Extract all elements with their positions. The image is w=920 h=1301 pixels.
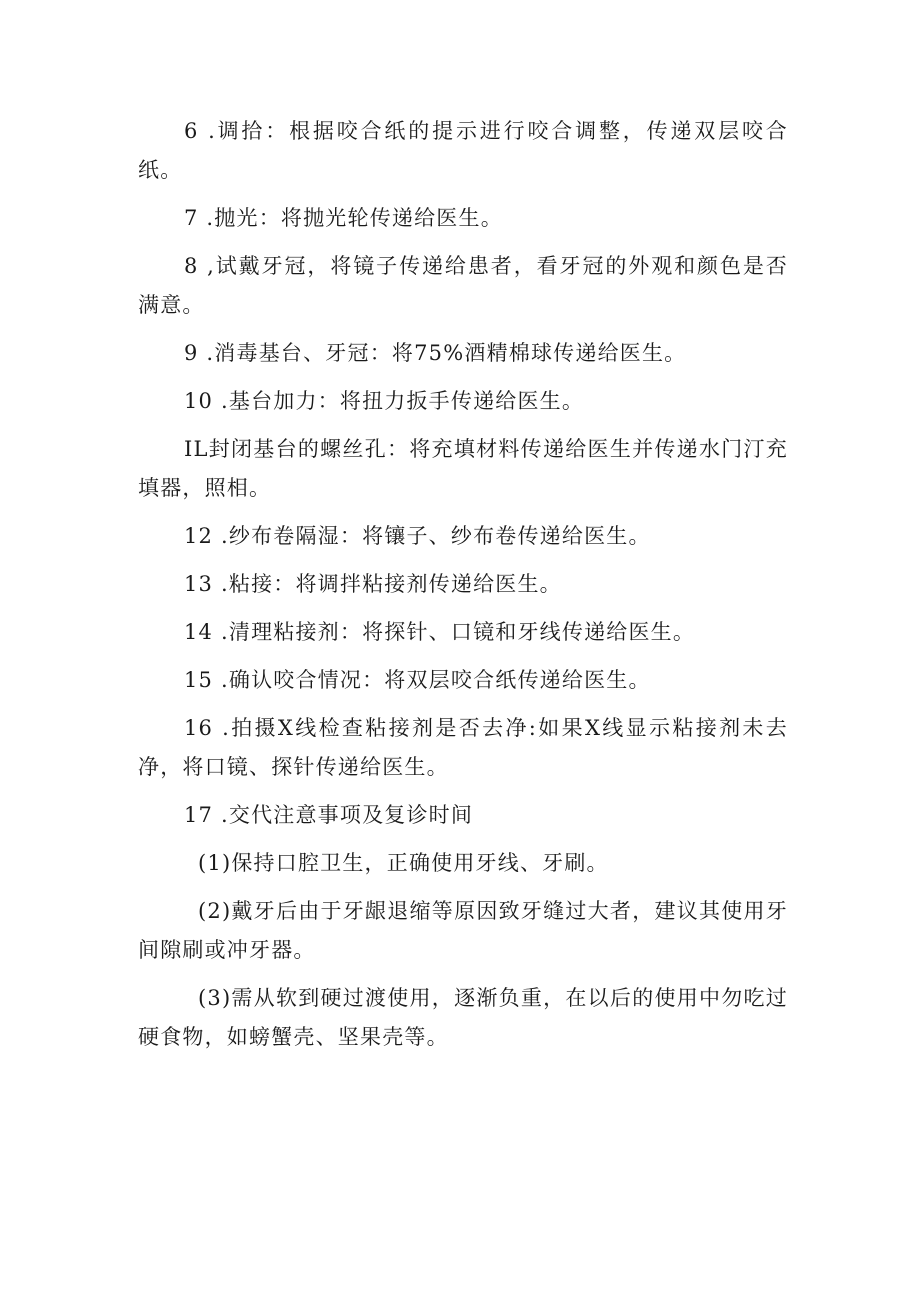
paragraph-step-10: 10 .基台加力：将扭力扳手传递给医生。 (184, 389, 585, 413)
paragraph-step-11: IL封闭基台的螺丝孔：将充填材料传递给医生并传递水门汀充填器，照相。 (138, 437, 788, 500)
paragraph-step-13: 13 .粘接：将调拌粘接剂传递给医生。 (184, 572, 562, 596)
paragraph-step-12: 12 .纱布卷隔湿：将镶子、纱布卷传递给医生。 (184, 524, 651, 548)
paragraph-step-8: 8 ,试戴牙冠，将镜子传递给患者，看牙冠的外观和颜色是否满意。 (138, 254, 788, 317)
paragraph-step-9: 9 .消毒基台、牙冠：将75%酒精棉球传递给医生。 (184, 341, 687, 365)
paragraph-sub-item-2: (2)戴牙后由于牙龈退缩等原因致牙缝过大者，建议其使用牙间隙刷或冲牙器。 (138, 899, 788, 962)
paragraph-step-17: 17 .交代注意事项及复诊时间 (184, 803, 474, 827)
paragraph-step-14: 14 .清理粘接剂：将探针、口镜和牙线传递给医生。 (184, 620, 696, 644)
paragraph-step-7: 7 .抛光：将抛光轮传递给医生。 (184, 206, 503, 230)
paragraph-step-16: 16 .拍摄X线检查粘接剂是否去净:如果X线显示粘接剂未去净，将口镜、探针传递给医生。 (138, 716, 788, 779)
paragraph-step-6: 6 .调拾：根据咬合纸的提示进行咬合调整，传递双层咬合纸。 (138, 119, 788, 182)
paragraph-sub-item-3: (3)需从软到硬过渡使用，逐渐负重，在以后的使用中勿吃过硬食物，如螃蟹壳、坚果壳等。 (138, 986, 788, 1049)
document-body (138, 112, 788, 1066)
paragraph-sub-item-1: (1)保持口腔卫生，正确使用牙线、牙刷。 (198, 851, 609, 875)
paragraph-step-15: 15 .确认咬合情况：将双层咬合纸传递给医生。 (184, 668, 651, 692)
